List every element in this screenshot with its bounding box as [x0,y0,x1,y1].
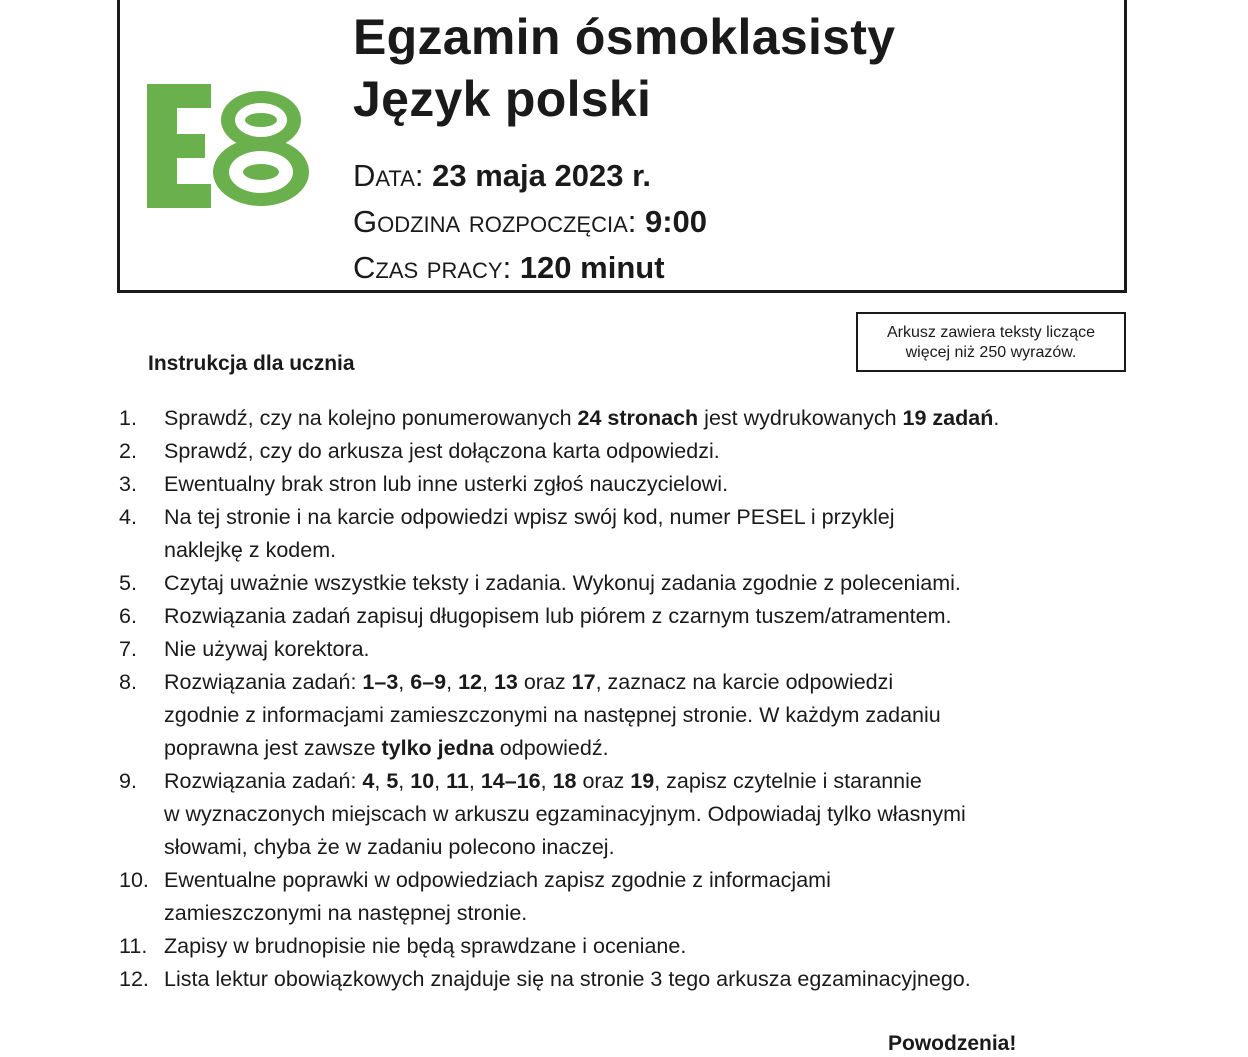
instruction-bold-text: 24 stronach [577,406,699,430]
duration-label: Czas pracy: [353,250,520,285]
instruction-text: oraz [576,769,631,793]
instruction-text: , [540,769,553,793]
exam-title-line1: Egzamin ósmoklasisty [353,9,896,65]
note-line2: więcej niż 250 wyrazów. [905,344,1077,361]
exam-date-row [353,157,651,195]
date-label: Data: [353,158,433,193]
instruction-text: Rozwiązania zadań zapisuj długopisem lub piórem z czarnym tuszem/atramentem. [164,604,952,628]
instruction-text: zamieszczonymi na następnej stronie. [164,901,528,925]
instruction-number: 2. [119,439,137,463]
instruction-text: Nie używaj korektora. [164,637,370,661]
instruction-item [0,930,1064,963]
instruction-text: w wyznaczonych miejscach w arkuszu egzaminacyjnym. Odpowiadaj tylko własnymi [164,802,966,826]
instructions-list [0,402,1248,996]
instruction-text: słowami, chyba że w zadaniu polecono inaczej. [164,835,615,859]
start-time-value: 9:00 [644,204,708,239]
instruction-number: 5. [119,571,137,595]
instruction-number: 3. [119,472,137,496]
instruction-text: , [398,769,411,793]
exam-duration-row [353,249,665,287]
instruction-number: 11. [119,934,148,958]
instruction-bold-text: 18 [552,769,577,793]
instruction-number: 10. [119,868,149,892]
instruction-item [0,963,1064,996]
instruction-number: 8. [119,670,137,694]
instruction-text: Czytaj uważnie wszystkie teksty i zadania. Wykonuj zadania zgodnie z poleceniami. [164,571,961,595]
instruction-text: Sprawdź, czy na kolejno ponumerowanych [164,406,578,430]
instruction-number: 1. [119,406,137,430]
note-line1: Arkusz zawiera teksty liczące [886,324,1096,341]
instruction-text: Zapisy w brudnopisie nie będą sprawdzane i oceniane. [164,934,687,958]
instruction-number: 6. [119,604,137,628]
instruction-text: odpowiedź. [493,736,609,760]
instruction-text: , [468,769,481,793]
instruction-text: zgodnie z informacjami zamieszczonymi na następnej stronie. W każdym zadaniu [164,703,941,727]
instruction-text: . [993,406,1000,430]
instruction-number: 4. [119,505,137,529]
instruction-text: , [481,670,494,694]
instruction-item [0,468,1064,501]
instruction-item [0,567,1064,600]
instruction-bold-text: 4 [362,769,375,793]
instruction-bold-text: 13 [493,670,518,694]
instruction-item [0,402,1064,435]
instruction-text: Na tej stronie i na karcie odpowiedzi wpisz swój kod, numer PESEL i przyklej [164,505,895,529]
start-time-label: Godzina rozpoczęcia: [353,204,645,239]
instruction-bold-text: 11 [446,769,469,793]
instruction-text: Sprawdź, czy do arkusza jest dołączona karta odpowiedzi. [164,439,720,463]
instruction-text: Rozwiązania zadań: [164,670,363,694]
exam-title-line2: Język polski [353,71,652,127]
instruction-bold-text: 19 [630,769,655,793]
instruction-text: , [398,670,411,694]
instruction-text: oraz [517,670,572,694]
instruction-text: Lista lektur obowiązkowych znajduje się na stronie 3 tego arkusza egzaminacyjnego. [164,967,971,991]
instruction-item [0,633,1064,666]
instruction-bold-text: 17 [571,670,596,694]
instruction-bold-text: 6–9 [410,670,447,694]
exam-title [353,6,895,130]
instruction-number: 9. [119,769,137,793]
instruction-item [0,600,1064,633]
instruction-text: , [434,769,447,793]
instruction-text: Rozwiązania zadań: [164,769,363,793]
e8-logo [145,82,317,210]
instruction-text: Ewentualny brak stron lub inne usterki zgłoś nauczycielowi. [164,472,729,496]
instruction-number: 7. [119,637,137,661]
instruction-item [0,864,1064,930]
instructions-heading: Instrukcja dla ucznia [148,352,355,375]
instruction-text: Ewentualne poprawki w odpowiedziach zapisz zgodnie z informacjami [164,868,831,892]
instruction-item [0,765,1064,864]
instruction-text: naklejkę z kodem. [164,538,337,562]
instruction-text: , zaznacz na karcie odpowiedzi [595,670,894,694]
instruction-text: , [374,769,387,793]
instruction-bold-text: 12 [458,670,482,694]
instruction-item [0,666,1064,765]
date-value: 23 maja 2023 r. [432,158,652,193]
instruction-bold-text: 10 [410,769,435,793]
instruction-bold-text: 19 zadań [902,406,994,430]
instruction-item [0,501,1064,567]
duration-value: 120 minut [519,250,665,285]
instruction-text: poprawna jest zawsze [164,736,382,760]
instruction-bold-text: 1–3 [362,670,399,694]
word-count-note [856,312,1126,372]
footer-cut-text: Powodzenia! [888,1032,1017,1055]
instruction-number: 12. [119,967,149,991]
instruction-bold-text: 14–16 [480,769,541,793]
instruction-text: , [446,670,459,694]
instruction-text: jest wydrukowanych [698,406,903,430]
instruction-bold-text: 5 [386,769,399,793]
exam-start-row [353,203,707,241]
instruction-bold-text: tylko jedna [381,736,494,760]
instruction-text: , zapisz czytelnie i starannie [654,769,922,793]
instruction-item [0,435,1064,468]
